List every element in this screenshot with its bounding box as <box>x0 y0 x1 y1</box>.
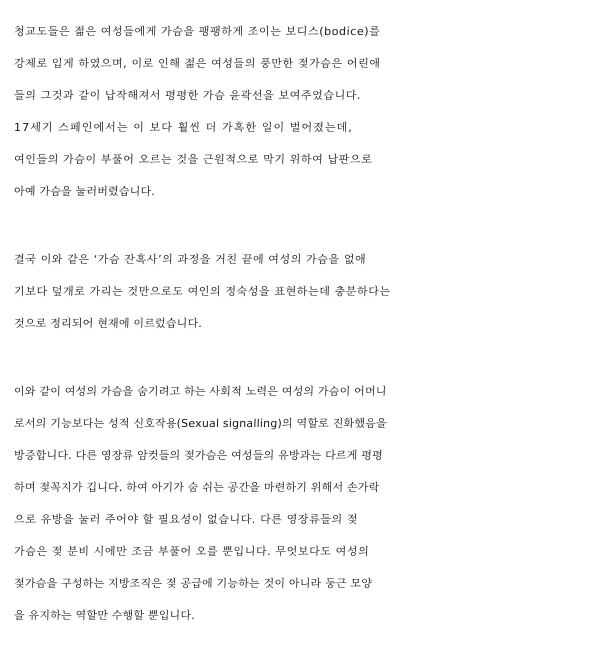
text-line: 강제로 입게 하였으며, 이로 인해 젊은 여성들의 풍만한 젖가슴은 어린애 <box>13 57 381 70</box>
text-line: 기보다 덮개로 가리는 것만으로도 여인의 정숙성을 표현하는데 충분하다는 <box>13 285 391 298</box>
text-line: 들의 그것과 같이 납작해져서 평평한 가슴 윤곽선을 보여주었습니다. <box>13 89 362 102</box>
text-line: 청교도들은 젊은 여성들에게 가슴을 팽팽하게 조이는 보디스(bodice)를 <box>13 25 381 38</box>
text-line: 여인들의 가슴이 부풀어 오르는 것을 근원적으로 막기 위하여 납판으로 <box>13 153 373 166</box>
text-line: 17세기 스페인에서는 이 보다 훨씬 더 가혹한 일이 벌어졌는데, <box>13 121 354 134</box>
paragraph-conclusion <box>14 244 590 340</box>
text-line: 결국 이와 같은 ‘가슴 잔혹사’의 과정을 거친 끝에 여성의 가슴을 없애 <box>13 253 367 266</box>
paragraph-sexual-signalling <box>14 376 590 632</box>
text-line: 으로 유방을 눌러 주어야 할 필요성이 없습니다. 다른 영장류들의 젖 <box>13 513 359 526</box>
text-line: 젖가슴을 구성하는 지방조직은 젖 공급에 기능하는 것이 아니라 둥근 모양 <box>13 577 373 590</box>
text-line: 것으로 정리되어 현재에 이르렀습니다. <box>13 317 203 330</box>
text-line: 아예 가슴을 눌러버렸습니다. <box>13 185 156 198</box>
text-line: 방증합니다. 다른 영장류 암컷들의 젖가슴은 여성들의 유방과는 다르게 평평 <box>13 449 384 462</box>
text-line: 가슴은 젖 분비 시에만 조금 부풀어 오를 뿐입니다. 무엇보다도 여성의 <box>13 545 370 558</box>
text-line: 이와 같이 여성의 가슴을 숨기려고 하는 사회적 노력은 여성의 가슴이 어머니 <box>13 385 387 398</box>
text-line: 을 유지하는 역할만 수행할 뿐입니다. <box>13 609 196 622</box>
text-line: 로서의 기능보다는 성적 신호작용(Sexual signalling)의 역할로 진화했음을 <box>13 417 388 430</box>
paragraph-puritan-bodice <box>14 16 590 208</box>
text-line: 하며 젖꼭지가 깁니다. 하여 아기가 숨 쉬는 공간을 마련하기 위해서 손가락 <box>13 481 380 494</box>
